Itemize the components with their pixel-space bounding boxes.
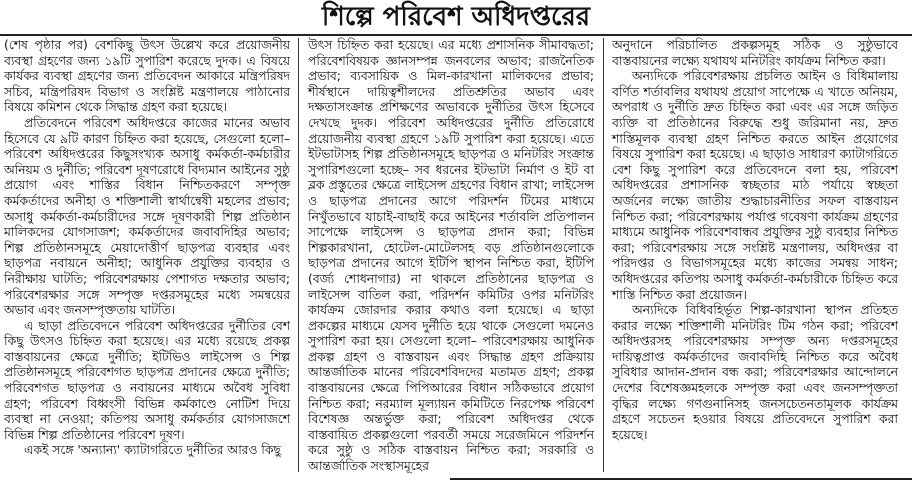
paragraph: (শেষ পৃষ্ঠার পর) বেশকিছু উৎস উল্লেখ করে প্রয়োজনীয় ব্যবস্থা গ্রহণের জন্য ১৯টি সুপারিশ করেছে দুদক। এ বিষয়ে কার্যকর ব্যবস্থা গ্রহণের জন্য প্রতিবেদন আকারে মন্ত্রিপরিষদ সচিব, মন্ত্রিপরিষদ বিভাগ ও সংশ্লিষ্ট মন্ত্রণালয়ে পাঠানোর বিষয়ে কমিশন থেকে সিদ্ধান্ত গ্রহণ করা হয়েছে। [4,38,290,115]
headline: শিল্পে পরিবেশ অধিদপ্তরের [321,2,591,32]
bottom-rule [450,478,912,480]
headline-rule [0,34,912,36]
paragraph: একই সঙ্গে 'অন্যান্য' ক্যাটাগরিতে দুর্নীতির আরও কিছু [24,443,281,458]
paragraph: প্রতিবেদনে পরিবেশ অধিদপ্তরে কাজের মানের অভাব হিসেবে যে ৯টি কারণ চিহ্নিত করা হয়েছে, সেগুলো হলো– পরিবেশ অধিদপ্তরের কিছুসংখ্যক অসাধু কর্মকর্তা-কর্মচারীর অনিয়ম ও দুর্নীতি; পরিবেশ দূষণরোধে বিদ্যমান আইনের সুষ্ঠু প্রয়োগ এবং শাস্তির বিধান নিশ্চিতকরণে সম্পৃক্ত কর্মকর্তাদের অনীহা ও শক্তিশালী স্বার্থান্বেষী মহলের প্রভাব; অসাধু কর্মকর্তা-কর্মচারীদের সঙ্গে দূষণকারী শিল্প প্রতিষ্ঠান মালিকদের যোগসাজশ; কর্মকর্তাদের জবাবদিহির অভাব; শিল্প প্রতিষ্ঠানসমূহে মেয়াদোত্তীর্ণ ছাড়পত্র ব্যবহার এবং ছাড়পত্র নবায়নে অনীহা; আধুনিক প্রযুক্তির ব্যবহার ও নিরীক্ষায় ঘাটতি; পরিবেশরক্ষায় পেশাগত দক্ষতার অভাব; পরিবেশরক্ষার সঙ্গে সম্পৃক্ত দপ্তরসমূহের মধ্যে সমন্বয়ের অভাব এবং জনসম্পৃক্ততায় ঘাটতি। [4,115,290,318]
paragraph: অন্যদিকে পরিবেশরক্ষায় প্রচলিত আইন ও বিধিমালায় বর্ণিত শর্তাবলির যথাযথ প্রয়োগ সাপেক্ষে এ খাতে অনিয়ম, অপরাধ ও দুর্নীতি দ্রুত চিহ্নিত করা এবং এর সঙ্গে জড়িত ব্যক্তি বা প্রতিষ্ঠানের বিরুদ্ধে শুধু জরিমানা নয়, দ্রুত শাস্তিমূলক ব্যবস্থা গ্রহণ নিশ্চিত করতে আইন প্রয়োগের বিষয়ে সুপারিশ করা হয়েছে। এ ছাড়াও সাধারণ ক্যাটাগরিতে বেশ কিছু সুপারিশ করে প্রতিবেদনে বলা হয়, পরিবেশ অধিদপ্তরের প্রশাসনিক স্বচ্ছতার মাঠ পর্যায়ে স্বচ্ছতা অর্জনের লক্ষ্যে জাতীয় শুদ্ধাচারনীতির সফল বাস্তবায়ন নিশ্চিত করা; পরিবেশরক্ষায় পর্যাপ্ত গবেষণা কার্যক্রম গ্রহণের মাধ্যমে আধুনিক পরিবেশবান্ধব প্রযুক্তির সুষ্ঠু ব্যবহার নিশ্চিত করা; পরিবেশরক্ষায় সঙ্গে সংশ্লিষ্ট মন্ত্রণালয়, অধিদপ্তর বা পরিদপ্তর ও বিভাগসমূহের মধ্যে কাজের সমন্বয় সাধন; অধিদপ্তরের কতিপয় অসাধু কর্মকর্তা-কর্মচারীকে চিহ্নিত করে শাস্তি নিশ্চিত করা প্রয়োজন। [612,69,898,302]
article-column-1 [4,38,290,466]
paragraph: অনুদানে পরিচালিত প্রকল্পসমূহ সঠিক ও সুষ্ঠুভাবে বাস্তবায়নের লক্ষ্যে যথাযথ মনিটরিং কার্যক্রম নিশ্চিত করা। [612,38,898,68]
paragraph: উৎস চিহ্নিত করা হয়েছে। এর মধ্যে প্রশাসনিক সীমাবদ্ধতা; পরিবেশবিষয়ক জ্ঞানসম্পন্ন জনবলের অভাব; রাজনৈতিক প্রভাব; ব্যবসায়িক ও মিল-কারখানা মালিকদের প্রভাব; শীর্ষস্থানে দায়িত্বশীলদের প্রতিশ্রুতির অভাব এবং দক্ষতাসংক্রান্ত প্রশিক্ষণের অভাবকে দুর্নীতির উৎস হিসেবে দেখছে দুদক। পরিবেশ অধিদপ্তরের দুর্নীতি প্রতিরোধে প্রয়োজনীয় ব্যবস্থা গ্রহণে ১৯টি সুপারিশ করা হয়েছে। এতে ইটভাটাসহ শিল্প প্রতিষ্ঠানসমূহে ছাড়পত্র ও মনিটরিং সংক্রান্ত সুপারিশগুলো হচ্ছে– সব ধরনের ইটভাটা নির্মাণ ও ইট বা ব্লক প্রস্তুতের ক্ষেত্রে লাইসেন্স গ্রহণের বিধান রাখা; লাইসেন্স ও ছাড়পত্র প্রদানের আগে পরিদর্শন টিমের মাধ্যমে নিখুঁতভাবে যাচাই-বাছাই করে আইনের শর্তাবলি প্রতিপালন সাপেক্ষে লাইসেন্স ও ছাড়পত্র প্রদান করা; বিভিন্ন শিল্পকারখানা, হোটেল-মোটেলসহ বড় প্রতিষ্ঠানগুলোকে ছাড়পত্র প্রদানের আগে ইটিপি স্থাপন নিশ্চিত করা, ইটিপি (বর্জ্য শোধনাগার) না থাকলে প্রতিষ্ঠানের ছাড়পত্র ও লাইসেন্স বাতিল করা, পরিদর্শন কমিটির ওপর মনিটরিং কার্যক্রম জোরদার করার কথাও বলা হয়েছে। এ ছাড়া প্রকল্পের মাধ্যমে যেসব দুর্নীতি হয়ে থাকে সেগুলো দমনেও সুপারিশ করা হয়। সেগুলো হলো– পরিবেশরক্ষায় আধুনিক প্রকল্প গ্রহণ ও বাস্তবায়ন এবং সিদ্ধান্ত গ্রহণ প্রক্রিয়ায় আন্তর্জাতিক মানের পরিবেশবিদদের মতামত গ্রহণ; প্রকল্প বাস্তবায়নের ক্ষেত্রে পিপিআরের বিধান সঠিকভাবে প্রয়োগ নিশ্চিত করা; নরম্যাল মূল্যায়ন কমিটিতে নিরপেক্ষ পরিবেশ বিশেষজ্ঞ অন্তর্ভুক্ত করা; পরিবেশ অধিদপ্তর থেকে বাস্তবায়িত প্রকল্পগুলো পরবর্তী সময়ে সরেজমিনে পরিদর্শন করে সুষ্ঠু ও সঠিক বাস্তবায়ন নিশ্চিত করা; সরকারি ও আন্তর্জাতিক সংস্থাসমূহের [308,38,594,474]
column-divider [298,38,299,472]
paragraph: এ ছাড়া প্রতিবেদনে পরিবেশ অধিদপ্তরের দুর্নীতির বেশ কিছু উৎসও চিহ্নিত করা হয়েছে। এর মধ্যে রয়েছে প্রকল্প বাস্তবায়নের ক্ষেত্রে দুর্নীতি; ইটিভিও লাইসেন্স ও শিল্প প্রতিষ্ঠানসমূহে পরিবেশগত ছাড়পত্র প্রদানের ক্ষেত্রে দুর্নীতি; পরিবেশগত ছাড়পত্র ও নবায়নের মাধ্যমে অবৈধ সুবিধা গ্রহণ; পরিবেশ বিধ্বংসী বিভিন্ন কর্মকাণ্ডে নোটিশ দিয়ে ব্যবস্থা না নেওয়া; কতিপয় অসাধু কর্মকর্তার যোগসাজশে বিভিন্ন শিল্প প্রতিষ্ঠানের পরিবেশ দূষণ। [4,318,290,442]
paragraph: অন্যদিকে বিধিবহির্ভূত শিল্প-কারখানা স্থাপন প্রতিহত করার লক্ষ্যে শক্তিশালী মনিটরিং টিম গঠন করা; পরিবেশ অধিদপ্তরসহ পরিবেশরক্ষায় সম্পৃক্ত অন্য দপ্তরসমূহের দায়িত্বপ্রাপ্ত কর্মকর্তাদের জবাবদিহি নিশ্চিত করে অবৈধ সুবিধার আদান-প্রদান বন্ধ করা; পরিবেশরক্ষার আন্দোলনে দেশের বিশেষজ্ঞমহলকে সম্পৃক্ত করা এবং জনসম্পৃক্ততা বৃদ্ধির লক্ষ্যে গণগুনানিসহ জনসচেতনতামূলক কার্যক্রম গ্রহণে সচেতন হওয়ার বিষয়ে প্রতিবেদনে সুপারিশ করা হয়েছে। [612,303,898,442]
article-column-2 [308,38,594,474]
article-column-3 [612,38,898,466]
column-divider [603,38,604,472]
